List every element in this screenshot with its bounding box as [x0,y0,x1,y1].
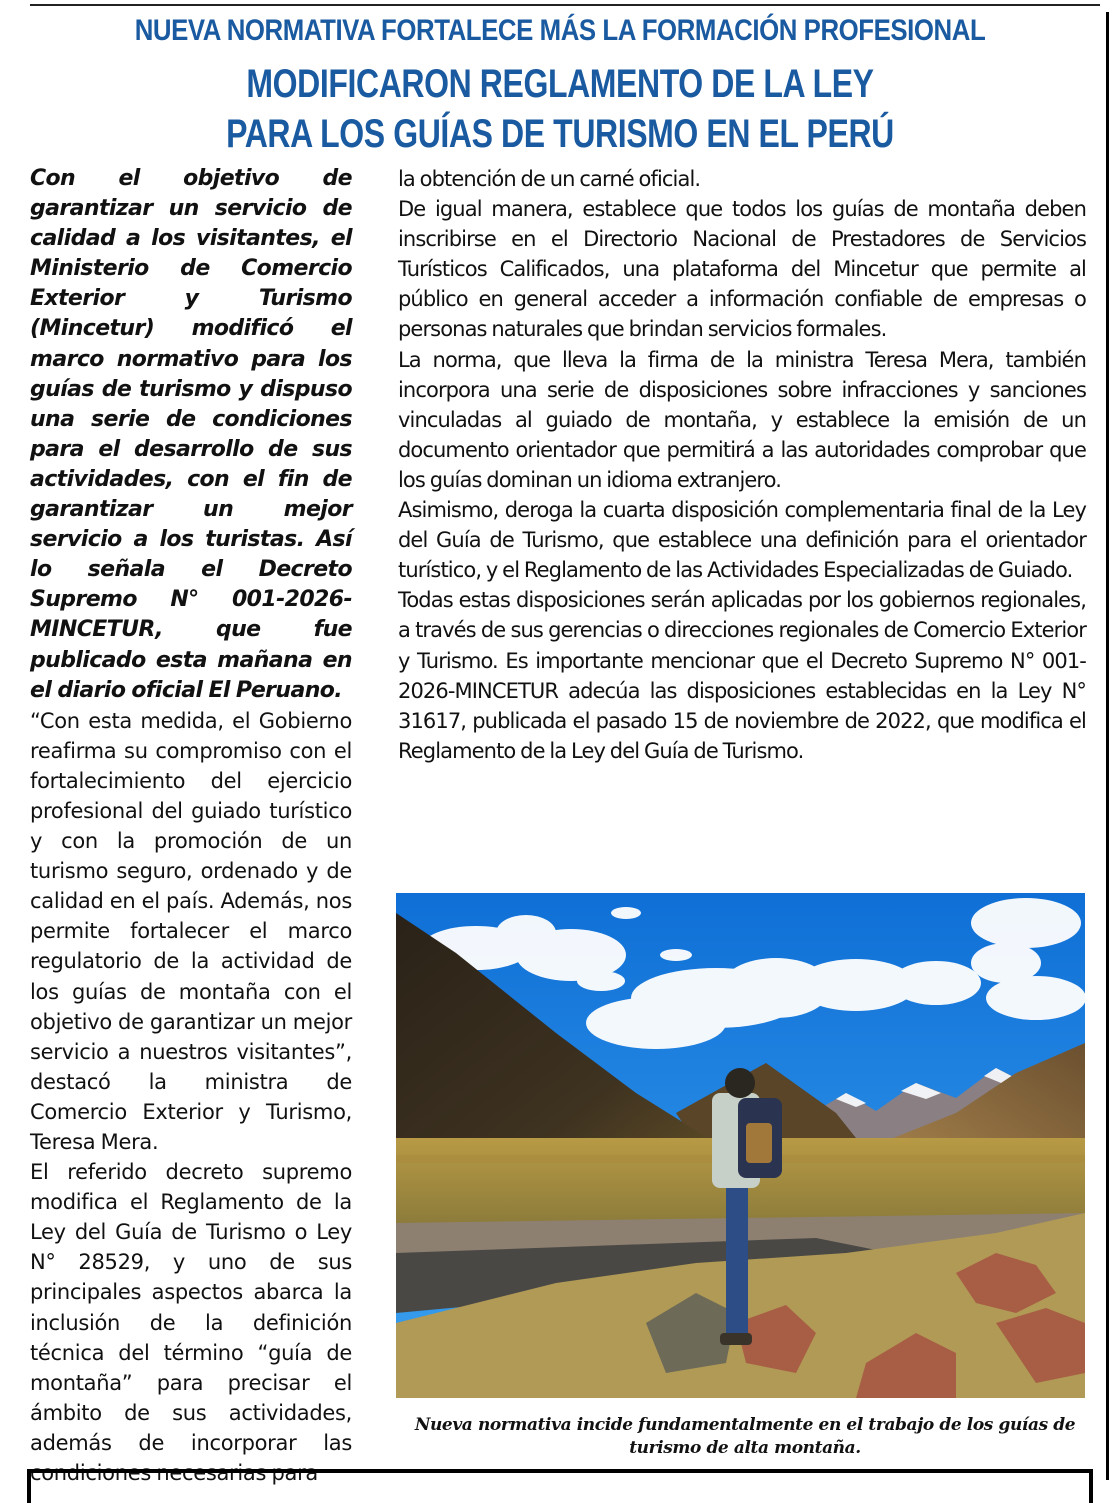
main-headline-line2: PARA LOS GUÍAS DE TURISMO EN EL PERÚ [226,112,894,156]
right-column [398,164,1086,766]
page-border-right [1106,12,1109,1480]
body-paragraph: De igual manera, establece que todos los guías de montaña deben inscribirse en el Directorio Nacional de Prestadores de Servicios Turísticos Calificados, una plataforma del Mincetur que permite al público en general acceder a información confiable de empresas o personas naturales que brindan servicios formales. [398,197,1086,342]
article-photo [396,893,1085,1398]
body-paragraph: la obtención de un carné oficial. [398,167,701,191]
bottom-box-frame [27,1469,1093,1503]
body-paragraph: La norma, que lleva la firma de la ministra Teresa Mera, también incorpora una serie de disposiciones sobre infracciones y sanciones vinculadas al guiado de montaña, y establece la emisión de un documento orientador que permitirá a las autoridades comprobar que los guías dominan un idioma extranjero. [398,347,1086,492]
body-paragraph: “Con esta medida, el Gobierno reafirma su compromiso con el fortalecimiento del ejercicio profesional del guiado turístico y con la promoción de un turismo seguro, ordenado y de calidad en el país. Además, nos permite fortalecer el marco regulatorio de la actividad de los guías de montaña con el objetivo de garantizar un mejor servicio a nuestros visitantes”, destacó la ministra de Comercio Exterior y Turismo, Teresa Mera. [30,708,352,1154]
main-headline-line1: MODIFICARON REGLAMENTO DE LA LEY [246,62,874,106]
mountain-landscape-image [396,893,1085,1398]
lead-paragraph: Con el objetivo de garantizar un servicio de calidad a los visitantes, el Ministerio de Comercio Exterior y Turismo (Mincetur) modificó el marco normativo para los guías de turismo y dispuso una serie de condiciones para el desarrollo de sus actividades, con el fin de garantizar un mejor servicio a los turistas. Así lo señala el Decreto Supremo N° 001-2026-MINCETUR, que fue publicado esta mañana en el diario oficial El Peruano. [30,166,352,703]
photo-caption: Nueva normativa incide fundamentalmente en el trabajo de los guías de turismo de alta montaña. [414,1415,1076,1458]
body-paragraph: El referido decreto supremo modifica el Reglamento de la Ley del Guía de Turismo o Ley N° 28529, y uno de sus principales aspectos abarca la inclusión de la definición técnica del término “guía de montaña” para precisar el ámbito de sus actividades, además de incorporar las condiciones necesarias para [30,1160,352,1486]
body-paragraph: Todas estas disposiciones serán aplicadas por los gobiernos regionales, a través de sus gerencias o direcciones regionales de Comercio Exterior y Turismo. Es importante mencionar que el Decreto Supremo N° 001-2026-MINCETUR adecúa las disposiciones establecidas en la Ley N° 31617, publicada el pasado 15 de noviembre de 2022, que modifica el Reglamento de la Ley del Guía de Turismo. [398,588,1086,763]
left-column [30,164,352,1488]
body-paragraph: Asimismo, deroga la cuarta disposición complementaria final de la Ley del Guía de Turismo, que establece una definición para el orientador turístico, y el Reglamento de las Actividades Especializadas de Guiado. [398,498,1086,583]
top-rule [30,4,1100,6]
kicker-headline: NUEVA NORMATIVA FORTALECE MÁS LA FORMACIÓN PROFESIONAL [134,14,986,47]
